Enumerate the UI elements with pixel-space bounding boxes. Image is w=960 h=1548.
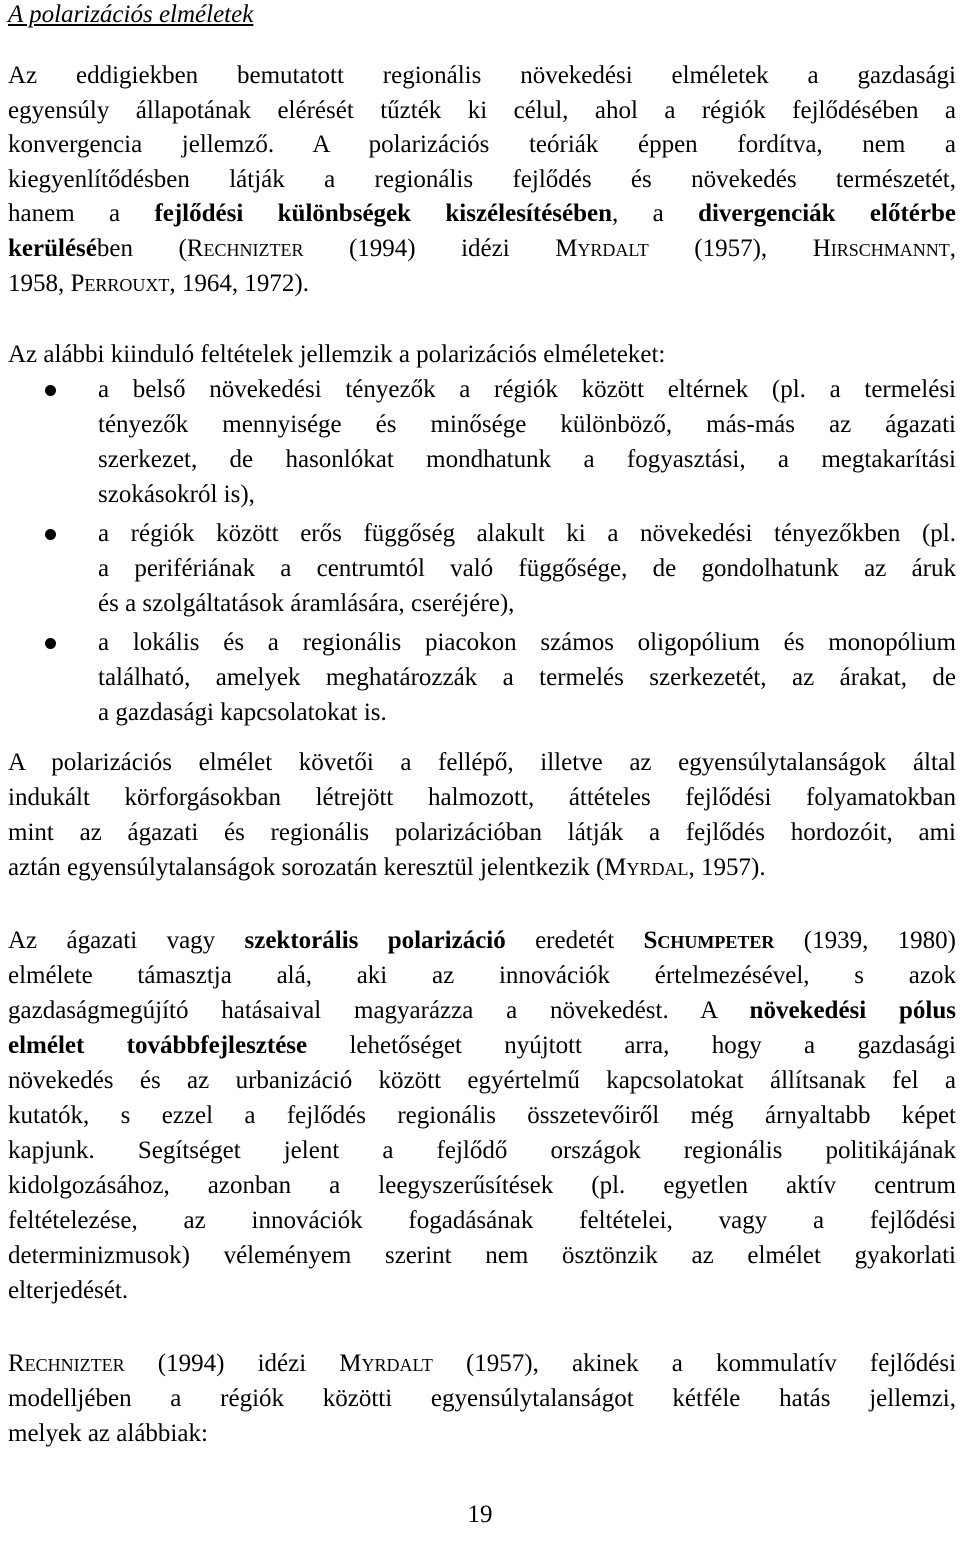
- paragraph-1-line-4: kiegyenlítődésben látják a regionális fejlődés és növekedés természetét,: [8, 166, 956, 193]
- text-run: ,: [949, 235, 957, 262]
- bullet-3-line-1: a lokális és a regionális piacokon számos oligopólium és monopólium: [98, 629, 956, 656]
- paragraph-1-line-7: [8, 267, 309, 301]
- paragraph-4-line-10: determinizmusok) véleményem szerint nem ösztönzik az elmélet gyakorlati: [8, 1242, 956, 1269]
- text-run: Az ágazati vagy: [8, 927, 245, 954]
- text-run: ben (: [96, 235, 187, 262]
- paragraph-4-line-1: [8, 924, 956, 958]
- bullet-2-line-2: a perifériának a centrumtól való függősége, de gondolhatunk az áruk: [98, 555, 956, 582]
- author-name: Myrdal: [604, 854, 689, 881]
- author-name: Schumpeter: [643, 927, 775, 954]
- bullet-2-line-3: és a szolgáltatások áramlására, cseréjére),: [98, 590, 515, 617]
- author-name: Myrdalt: [339, 1350, 433, 1377]
- text-run: (1939, 1980): [774, 927, 956, 954]
- page-number: 19: [467, 1501, 493, 1528]
- text-run: , 1957).: [688, 854, 766, 881]
- paragraph-1-line-2: egyensúly állapotának elérését tűzték ki célul, ahol a régiók fejlődésében a: [8, 97, 956, 124]
- bullet-1-line-2: tényezők mennyisége és minősége különböző, más-más az ágazati: [98, 411, 956, 438]
- paragraph-4-line-4: [8, 1029, 956, 1063]
- emphasis-text: növekedési pólus: [749, 997, 956, 1024]
- paragraph-1-line-6: [8, 232, 956, 266]
- emphasis-text: divergenciák előtérbe: [698, 200, 956, 227]
- bullet-2-line-1: a régiók között erős függőség alakult ki a növekedési tényezőkben (pl.: [98, 520, 956, 547]
- bullet-3-line-3: a gazdasági kapcsolatokat is.: [98, 699, 387, 726]
- paragraph-1-line-3: konvergencia jellemző. A polarizációs teóriák éppen fordítva, nem a: [8, 131, 956, 158]
- bullet-3-line-2: található, amelyek meghatározzák a termelés szerkezetét, az árakat, de: [98, 664, 956, 691]
- paragraph-5-line-1: [8, 1347, 956, 1381]
- text-run: gazdaságmegújító hatásaival magyarázza a növekedést. A: [8, 997, 750, 1024]
- author-name: Rechnizter: [8, 1350, 125, 1377]
- text-run: aztán egyensúlytalanságok sorozatán keresztül jelentkezik (: [8, 854, 605, 881]
- list-intro: Az alábbi kiinduló feltételek jellemzik a polarizációs elméleteket:: [8, 341, 666, 368]
- paragraph-5-line-2: modelljében a régiók közötti egyensúlytalanságot kétféle hatás jellemzi,: [8, 1385, 956, 1412]
- emphasis-text: szektorális polarizáció: [244, 927, 506, 954]
- paragraph-4-line-8: kidolgozásához, azonban a leegyszerűsítések (pl. egyetlen aktív centrum: [8, 1172, 956, 1199]
- author-name: Perrouxt: [70, 270, 170, 297]
- text-run: , 1964, 1972).: [169, 270, 309, 297]
- paragraph-4-line-5: növekedés és az urbanizáció között egyértelmű kapcsolatokat állítsanak fel a: [8, 1067, 956, 1094]
- text-run: 1958,: [8, 270, 71, 297]
- paragraph-5-line-3: melyek az alábbiak:: [8, 1420, 208, 1447]
- paragraph-4-line-3: [8, 994, 956, 1028]
- paragraph-3-line-1: A polarizációs elmélet követői a fellépő, illetve az egyensúlytalanságok által: [8, 749, 956, 776]
- paragraph-3-line-2: indukált körforgásokban létrejött halmozott, áttételes fejlődési folyamatokban: [8, 784, 956, 811]
- emphasis-text: fejlődési különbségek kiszélesítésében: [154, 200, 613, 227]
- author-name: Myrdalt: [555, 235, 649, 262]
- paragraph-4-line-7: kapjunk. Segítséget jelent a fejlődő országok regionális politikájának: [8, 1137, 956, 1164]
- bullet-icon: [45, 638, 56, 649]
- bullet-icon: [45, 529, 56, 540]
- bullet-icon: [45, 385, 56, 396]
- emphasis-text: elmélet továbbfejlesztése: [8, 1032, 308, 1059]
- emphasis-text: kerülésé: [8, 235, 97, 262]
- bullet-1-line-1: a belső növekedési tényezők a régiók között eltérnek (pl. a termelési: [98, 376, 956, 403]
- paragraph-3-line-3: mint az ágazati és regionális polarizációban látják a fejlődés hordozóit, ami: [8, 819, 956, 846]
- paragraph-4-line-11: elterjedését.: [8, 1277, 129, 1304]
- text-run: (1994) idézi: [124, 1350, 340, 1377]
- text-run: (1957), akinek a kommulatív fejlődési: [432, 1350, 957, 1377]
- text-run: (1994) idézi: [303, 235, 556, 262]
- text-run: lehetőséget nyújtott arra, hogy a gazdasági: [307, 1032, 956, 1059]
- author-name: Rechnizter: [186, 235, 304, 262]
- paragraph-3-line-4: [8, 851, 766, 885]
- text-run: , a: [612, 200, 699, 227]
- text-run: (1957),: [648, 235, 813, 262]
- bullet-1-line-4: szokásokról is),: [98, 481, 255, 508]
- author-name: Hirschmannt: [812, 235, 950, 262]
- text-run: hanem a: [8, 200, 155, 227]
- paragraph-4-line-9: feltételezése, az innovációk fogadásának feltételei, vagy a fejlődési: [8, 1207, 956, 1234]
- section-title: A polarizációs elméletek: [8, 1, 254, 28]
- bullet-1-line-3: szerkezet, de hasonlókat mondhatunk a fogyasztási, a megtakarítási: [98, 446, 956, 473]
- paragraph-4-line-2: elmélete támasztja alá, aki az innovációk értelmezésével, s azok: [8, 962, 956, 989]
- paragraph-4-line-6: kutatók, s ezzel a fejlődés regionális összetevőiről még árnyaltabb képet: [8, 1102, 956, 1129]
- paragraph-1-line-1: Az eddigiekben bemutatott regionális növekedési elméletek a gazdasági: [8, 62, 956, 89]
- text-run: eredetét: [505, 927, 644, 954]
- paragraph-1-line-5: [8, 197, 956, 231]
